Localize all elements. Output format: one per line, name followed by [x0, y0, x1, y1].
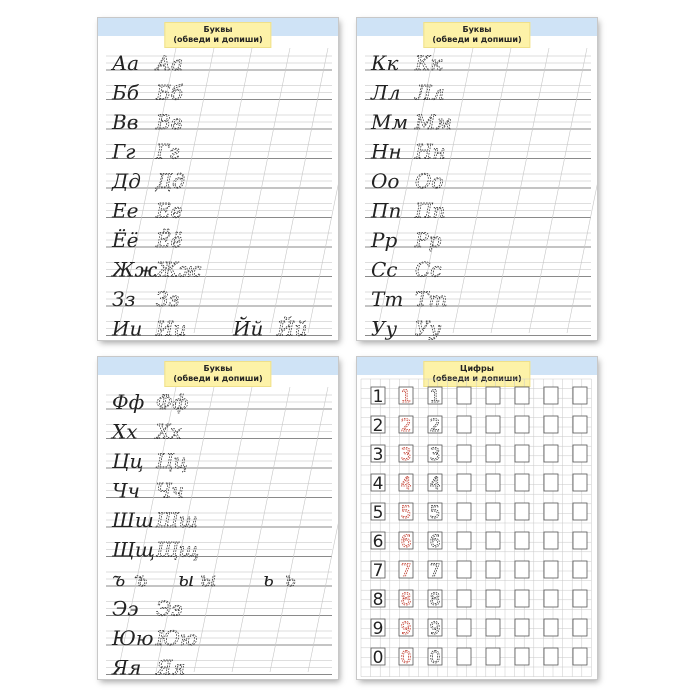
digit-trace: 9 — [429, 619, 441, 639]
letter-row — [112, 567, 296, 591]
writing-lines — [98, 357, 338, 679]
digit-trace-guided: 6 — [400, 532, 412, 552]
letter-sample: Тт — [371, 287, 404, 311]
letter-sample: Оо — [371, 169, 400, 193]
digit-sample: 5 — [372, 503, 384, 523]
digit-box — [573, 561, 587, 578]
letter-trace: Гг — [156, 139, 180, 164]
digit-box — [544, 648, 558, 665]
page-title: Буквы — [203, 364, 233, 373]
letter-trace: ь — [285, 567, 296, 591]
letter-sample: ы — [178, 567, 195, 591]
letter-trace: Оо — [415, 169, 444, 193]
digit-box — [515, 416, 529, 433]
letter-sample: Нн — [371, 139, 402, 164]
page-subtitle: (обведи и допиши) — [432, 35, 522, 44]
letter-trace: Рр — [415, 228, 442, 252]
digit-box — [544, 532, 558, 549]
slant-line — [194, 387, 252, 672]
letter-trace: Лл — [415, 80, 445, 105]
digit-trace-guided: 5 — [400, 503, 412, 523]
slant-line — [453, 48, 511, 333]
digit-box — [515, 590, 529, 607]
digit-sample: 8 — [372, 590, 384, 610]
digit-trace: 3 — [429, 445, 441, 465]
letter-trace: Чч — [156, 478, 184, 503]
letter-trace: Мм — [415, 110, 453, 134]
digit-trace: 6 — [429, 532, 441, 552]
letter-sample: Зз — [112, 287, 136, 311]
letter-sample: Йй — [233, 316, 264, 340]
digit-box — [486, 387, 500, 404]
digit-box — [544, 561, 558, 578]
digit-box — [544, 503, 558, 520]
letter-trace: Тт — [415, 287, 448, 311]
slant-line — [308, 48, 338, 333]
letter-sample: Сс — [371, 257, 398, 282]
digit-box — [573, 590, 587, 607]
digit-box — [544, 387, 558, 404]
letter-sample: Лл — [371, 80, 401, 105]
letter-trace: ы — [200, 567, 217, 591]
digit-sample: 7 — [372, 561, 384, 581]
digit-row — [371, 445, 587, 465]
letter-trace: Юю — [156, 626, 198, 650]
digit-box — [573, 503, 587, 520]
letter-sample: Хх — [112, 419, 138, 444]
digit-sample: 3 — [372, 445, 384, 465]
writing-lines — [357, 18, 597, 340]
letter-trace: Жж — [156, 257, 202, 282]
letter-sample: Гг — [112, 139, 136, 164]
digit-trace: 2 — [429, 416, 441, 436]
letter-trace: Шш — [156, 508, 198, 532]
slant-line — [270, 48, 328, 333]
digit-row — [371, 387, 587, 407]
digit-trace: 8 — [429, 590, 441, 610]
digit-trace-guided: 1 — [400, 387, 412, 407]
letter-sample: Мм — [371, 110, 409, 134]
letter-sample: Рр — [371, 228, 398, 252]
slant-line — [529, 48, 587, 333]
digit-box — [573, 619, 587, 636]
letter-trace: Кк — [415, 51, 443, 75]
digit-box — [457, 561, 471, 578]
letter-sample: Юю — [112, 626, 154, 650]
digit-box — [486, 416, 500, 433]
letter-sample: Пп — [371, 198, 402, 223]
letter-row — [111, 316, 307, 341]
letter-trace: ъ — [134, 567, 148, 591]
letter-trace: Йй — [277, 316, 308, 340]
digit-box — [515, 648, 529, 665]
letter-trace: Ёё — [156, 228, 183, 252]
slant-line — [491, 48, 549, 333]
digit-trace-guided: 9 — [400, 619, 412, 639]
letter-trace: Цц — [156, 449, 188, 473]
page-3 — [98, 357, 338, 679]
letter-trace: Зз — [156, 287, 180, 311]
letter-trace: Хх — [156, 419, 182, 444]
digit-sample: 1 — [372, 387, 384, 407]
slant-line — [567, 48, 597, 333]
digit-box — [515, 445, 529, 462]
page-subtitle: (обведи и допиши) — [432, 374, 522, 383]
letter-sample: Кк — [371, 51, 399, 75]
letter-trace: Ии — [156, 316, 187, 340]
digit-box — [515, 387, 529, 404]
digit-box — [573, 474, 587, 491]
digit-row — [371, 648, 587, 668]
digit-box — [515, 561, 529, 578]
page-1 — [98, 18, 338, 340]
digit-box — [457, 503, 471, 520]
page-4 — [357, 357, 597, 679]
digit-sample: 4 — [372, 474, 384, 494]
letter-trace: Аа — [156, 51, 184, 75]
letter-sample: ь — [263, 567, 274, 591]
digit-row — [371, 474, 587, 494]
letter-sample: Ээ — [112, 596, 139, 621]
letter-sample: Жж — [112, 257, 158, 282]
letter-trace: Дд — [156, 169, 185, 193]
digit-box — [486, 619, 500, 636]
letter-sample: Шш — [112, 508, 154, 532]
letter-sample: Бб — [112, 80, 139, 105]
digit-box — [573, 532, 587, 549]
letter-sample: Вв — [112, 110, 139, 134]
slant-line — [270, 387, 328, 672]
digit-trace: 5 — [429, 503, 441, 523]
digit-box — [515, 503, 529, 520]
letter-sample: Ии — [112, 316, 143, 340]
letter-trace: Яя — [156, 655, 186, 679]
digit-box — [573, 648, 587, 665]
digit-trace-guided: 0 — [400, 648, 412, 668]
letter-trace: Щщ — [156, 537, 199, 562]
letter-sample: Ёё — [112, 228, 139, 252]
digit-sample: 2 — [372, 416, 384, 436]
letter-trace: Пп — [415, 198, 446, 223]
letter-sample: Фф — [112, 390, 145, 414]
digit-trace-guided: 4 — [400, 474, 412, 494]
digit-box — [457, 474, 471, 491]
letter-sample: ъ — [112, 567, 126, 591]
page-title: Буквы — [203, 25, 233, 34]
page-title: Цифры — [460, 364, 494, 373]
page-subtitle: (обведи и допиши) — [173, 374, 263, 383]
digit-trace-guided: 3 — [400, 445, 412, 465]
digit-box — [515, 532, 529, 549]
letter-trace: Бб — [156, 80, 183, 105]
digit-box — [457, 590, 471, 607]
letter-sample: Цц — [112, 449, 144, 473]
digit-box — [544, 416, 558, 433]
letter-trace: Сс — [415, 257, 442, 282]
letter-row — [110, 258, 201, 282]
digit-trace: 1 — [429, 387, 441, 407]
digit-sample: 0 — [372, 648, 384, 668]
digit-box — [457, 648, 471, 665]
digit-trace-guided: 8 — [400, 590, 412, 610]
digit-row — [371, 503, 587, 523]
digit-box — [573, 416, 587, 433]
digit-box — [486, 648, 500, 665]
slant-line — [308, 387, 338, 672]
digit-grid — [357, 357, 597, 679]
digit-row — [371, 416, 587, 436]
digit-box — [573, 387, 587, 404]
letter-trace: Нн — [415, 139, 446, 164]
digit-trace: 7 — [429, 561, 441, 581]
letter-sample: Дд — [112, 169, 141, 193]
page-subtitle: (обведи и допиши) — [173, 35, 263, 44]
digit-box — [573, 445, 587, 462]
digit-box — [515, 619, 529, 636]
letter-sample: Чч — [112, 478, 140, 503]
digit-box — [486, 532, 500, 549]
digit-box — [457, 387, 471, 404]
digit-sample: 9 — [372, 619, 384, 639]
digit-box — [486, 445, 500, 462]
digit-box — [544, 590, 558, 607]
letter-trace: Ее — [156, 198, 183, 223]
digit-box — [486, 590, 500, 607]
slant-line — [194, 48, 252, 333]
letter-sample: Щщ — [112, 537, 155, 562]
digit-trace: 4 — [429, 474, 441, 494]
letter-sample: Аа — [112, 51, 140, 75]
digit-trace-guided: 7 — [400, 561, 412, 581]
letter-trace: Вв — [156, 110, 183, 134]
letter-trace: Уу — [415, 316, 442, 340]
digit-box — [544, 445, 558, 462]
writing-lines — [98, 18, 338, 340]
digit-box — [457, 416, 471, 433]
digit-trace-guided: 2 — [400, 416, 412, 436]
digit-box — [486, 503, 500, 520]
slant-line — [232, 387, 290, 672]
letter-sample: Уу — [371, 316, 398, 340]
slant-line — [232, 48, 290, 333]
digit-box — [515, 474, 529, 491]
digit-row — [371, 619, 587, 639]
letter-trace: Ээ — [156, 596, 183, 621]
digit-trace: 0 — [429, 648, 441, 668]
digit-box — [486, 474, 500, 491]
digit-sample: 6 — [372, 532, 384, 552]
letter-trace: Фф — [156, 390, 189, 414]
page-title: Буквы — [462, 25, 492, 34]
digit-box — [457, 532, 471, 549]
digit-box — [544, 474, 558, 491]
digit-box — [457, 619, 471, 636]
letter-sample: Яя — [112, 655, 142, 679]
digit-box — [486, 561, 500, 578]
letter-sample: Ее — [112, 198, 139, 223]
digit-box — [544, 619, 558, 636]
page-2 — [357, 18, 597, 340]
digit-box — [457, 445, 471, 462]
